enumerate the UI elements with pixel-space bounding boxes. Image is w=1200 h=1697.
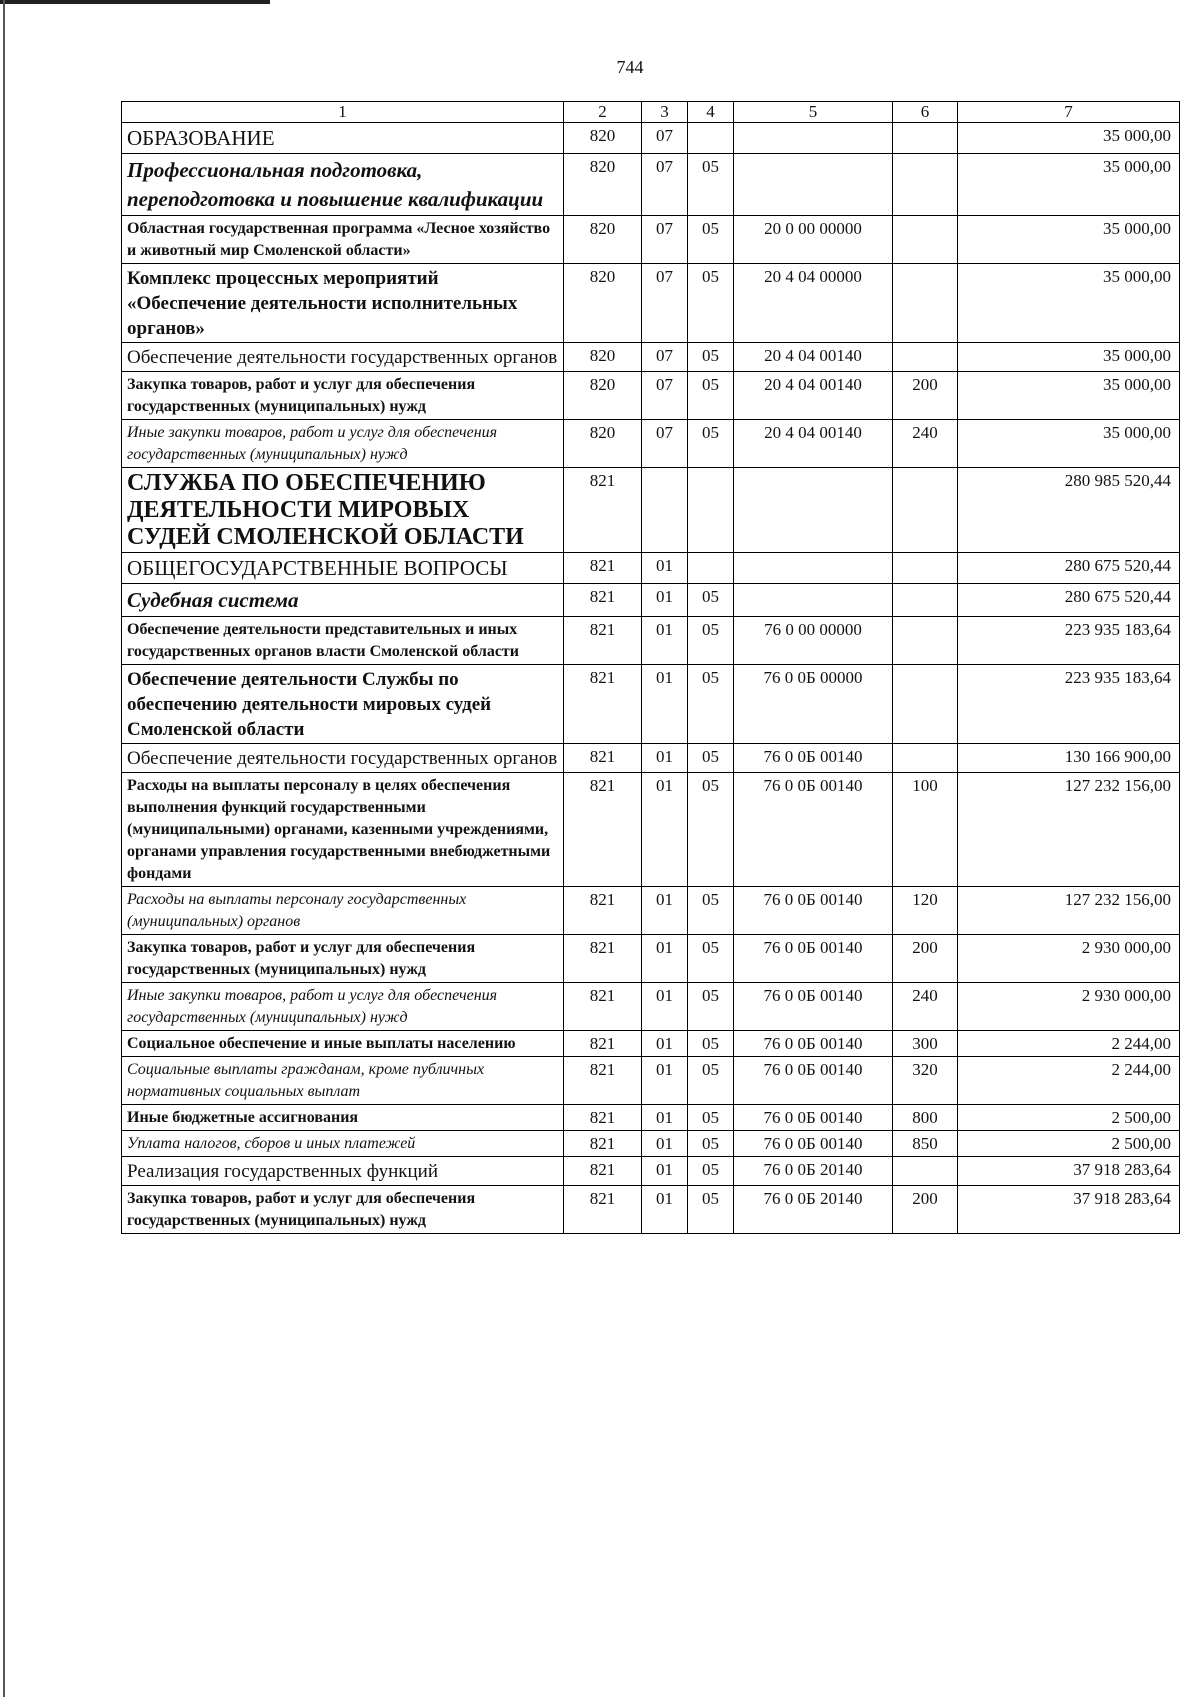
section-code-cell: 01 [642, 553, 688, 584]
ministry-code-cell: 821 [564, 1131, 642, 1157]
ministry-code-cell: 820 [564, 154, 642, 216]
amount-cell: 37 918 283,64 [958, 1157, 1180, 1186]
target-article-cell [734, 154, 893, 216]
column-header: 5 [734, 102, 893, 123]
section-code-cell: 07 [642, 420, 688, 468]
section-code-cell: 01 [642, 983, 688, 1031]
column-header: 1 [122, 102, 564, 123]
target-article-cell: 76 0 0Б 20140 [734, 1157, 893, 1186]
target-article-cell: 76 0 0Б 00140 [734, 1131, 893, 1157]
amount-cell: 127 232 156,00 [958, 887, 1180, 935]
column-header: 6 [893, 102, 958, 123]
expense-type-cell [893, 553, 958, 584]
section-code-cell: 01 [642, 744, 688, 773]
expense-type-cell [893, 264, 958, 343]
amount-cell: 35 000,00 [958, 216, 1180, 264]
item-name-cell: Иные закупки товаров, работ и услуг для обеспечения государственных (муниципальных) нужд [122, 983, 564, 1031]
amount-cell: 280 985 520,44 [958, 468, 1180, 553]
amount-cell: 2 500,00 [958, 1105, 1180, 1131]
item-name-cell: Закупка товаров, работ и услуг для обеспечения государственных (муниципальных) нужд [122, 935, 564, 983]
amount-cell: 2 244,00 [958, 1057, 1180, 1105]
table-row [122, 617, 1180, 665]
target-article-cell: 20 4 04 00000 [734, 264, 893, 343]
section-code-cell: 07 [642, 123, 688, 154]
target-article-cell: 76 0 0Б 00000 [734, 665, 893, 744]
item-name-cell: Иные закупки товаров, работ и услуг для обеспечения государственных (муниципальных) нужд [122, 420, 564, 468]
section-code-cell: 07 [642, 264, 688, 343]
expense-type-cell [893, 123, 958, 154]
expense-type-cell: 120 [893, 887, 958, 935]
expense-type-cell [893, 343, 958, 372]
amount-cell: 280 675 520,44 [958, 584, 1180, 617]
item-name-cell: Комплекс процессных мероприятий «Обеспечение деятельности исполнительных органов» [122, 264, 564, 343]
expense-type-cell: 320 [893, 1057, 958, 1105]
target-article-cell: 20 0 00 00000 [734, 216, 893, 264]
table-row [122, 744, 1180, 773]
section-code-cell: 01 [642, 584, 688, 617]
subsection-code-cell: 05 [688, 617, 734, 665]
ministry-code-cell: 821 [564, 887, 642, 935]
target-article-cell: 76 0 0Б 00140 [734, 1031, 893, 1057]
item-name-cell: Расходы на выплаты персоналу государственных (муниципальных) органов [122, 887, 564, 935]
subsection-code-cell: 05 [688, 1057, 734, 1105]
budget-table [121, 101, 1180, 1234]
item-name-cell: Расходы на выплаты персоналу в целях обеспечения выполнения функций государственными (муниципальными) органами, казенными учреждениями, органами управления государственными внебюджетными фондами [122, 773, 564, 887]
ministry-code-cell: 821 [564, 553, 642, 584]
table-row [122, 123, 1180, 154]
ministry-code-cell: 820 [564, 264, 642, 343]
target-article-cell [734, 553, 893, 584]
section-code-cell: 01 [642, 935, 688, 983]
section-code-cell: 01 [642, 665, 688, 744]
expense-type-cell: 200 [893, 372, 958, 420]
ministry-code-cell: 821 [564, 1105, 642, 1131]
subsection-code-cell: 05 [688, 372, 734, 420]
amount-cell: 127 232 156,00 [958, 773, 1180, 887]
table-row [122, 1031, 1180, 1057]
amount-cell: 130 166 900,00 [958, 744, 1180, 773]
table-row [122, 553, 1180, 584]
ministry-code-cell: 821 [564, 935, 642, 983]
subsection-code-cell [688, 123, 734, 154]
column-header: 3 [642, 102, 688, 123]
subsection-code-cell: 05 [688, 935, 734, 983]
expense-type-cell [893, 665, 958, 744]
ministry-code-cell: 821 [564, 773, 642, 887]
item-name-cell: Обеспечение деятельности представительных и иных государственных органов власти Смоленской области [122, 617, 564, 665]
amount-cell: 35 000,00 [958, 123, 1180, 154]
subsection-code-cell [688, 553, 734, 584]
ministry-code-cell: 821 [564, 665, 642, 744]
section-code-cell: 01 [642, 1131, 688, 1157]
subsection-code-cell: 05 [688, 983, 734, 1031]
subsection-code-cell: 05 [688, 744, 734, 773]
ministry-code-cell: 821 [564, 617, 642, 665]
subsection-code-cell: 05 [688, 420, 734, 468]
expense-type-cell: 850 [893, 1131, 958, 1157]
section-code-cell: 01 [642, 1186, 688, 1234]
amount-cell: 223 935 183,64 [958, 665, 1180, 744]
item-name-cell: Уплата налогов, сборов и иных платежей [122, 1131, 564, 1157]
table-row [122, 372, 1180, 420]
table-row [122, 1105, 1180, 1131]
target-article-cell: 20 4 04 00140 [734, 420, 893, 468]
column-header: 2 [564, 102, 642, 123]
ministry-code-cell: 820 [564, 343, 642, 372]
target-article-cell: 76 0 0Б 00140 [734, 744, 893, 773]
subsection-code-cell: 05 [688, 1131, 734, 1157]
target-article-cell: 20 4 04 00140 [734, 343, 893, 372]
table-row [122, 773, 1180, 887]
ministry-code-cell: 821 [564, 1186, 642, 1234]
expense-type-cell: 100 [893, 773, 958, 887]
expense-type-cell [893, 216, 958, 264]
expense-type-cell [893, 744, 958, 773]
table-row [122, 584, 1180, 617]
table-header-row [122, 102, 1180, 123]
item-name-cell: Областная государственная программа «Лесное хозяйство и животный мир Смоленской области» [122, 216, 564, 264]
table-row [122, 1157, 1180, 1186]
table-row [122, 665, 1180, 744]
item-name-cell: Иные бюджетные ассигнования [122, 1105, 564, 1131]
amount-cell: 35 000,00 [958, 372, 1180, 420]
section-code-cell: 07 [642, 154, 688, 216]
expense-type-cell: 200 [893, 935, 958, 983]
target-article-cell: 76 0 0Б 00140 [734, 1057, 893, 1105]
subsection-code-cell: 05 [688, 665, 734, 744]
item-name-cell: Закупка товаров, работ и услуг для обеспечения государственных (муниципальных) нужд [122, 1186, 564, 1234]
target-article-cell: 20 4 04 00140 [734, 372, 893, 420]
target-article-cell [734, 468, 893, 553]
section-code-cell: 07 [642, 343, 688, 372]
table-row [122, 154, 1180, 216]
amount-cell: 2 500,00 [958, 1131, 1180, 1157]
amount-cell: 2 930 000,00 [958, 983, 1180, 1031]
scan-left-edge [3, 0, 5, 1697]
subsection-code-cell: 05 [688, 1031, 734, 1057]
section-code-cell: 01 [642, 617, 688, 665]
subsection-code-cell: 05 [688, 887, 734, 935]
column-header: 7 [958, 102, 1180, 123]
table-row [122, 343, 1180, 372]
expense-type-cell: 200 [893, 1186, 958, 1234]
table-row [122, 420, 1180, 468]
section-code-cell: 07 [642, 372, 688, 420]
subsection-code-cell: 05 [688, 1186, 734, 1234]
item-name-cell: Социальное обеспечение и иные выплаты населению [122, 1031, 564, 1057]
target-article-cell: 76 0 0Б 00140 [734, 983, 893, 1031]
expense-type-cell [893, 617, 958, 665]
target-article-cell: 76 0 0Б 00140 [734, 773, 893, 887]
amount-cell: 35 000,00 [958, 343, 1180, 372]
ministry-code-cell: 821 [564, 744, 642, 773]
table-row [122, 935, 1180, 983]
item-name-cell: ОБЩЕГОСУДАРСТВЕННЫЕ ВОПРОСЫ [122, 553, 564, 584]
expense-type-cell: 800 [893, 1105, 958, 1131]
target-article-cell: 76 0 0Б 00140 [734, 935, 893, 983]
ministry-code-cell: 821 [564, 1157, 642, 1186]
section-code-cell: 01 [642, 887, 688, 935]
ministry-code-cell: 820 [564, 420, 642, 468]
table-row [122, 983, 1180, 1031]
section-code-cell: 01 [642, 1157, 688, 1186]
column-header: 4 [688, 102, 734, 123]
item-name-cell: СЛУЖБА ПО ОБЕСПЕЧЕНИЮ ДЕЯТЕЛЬНОСТИ МИРОВЫХ СУДЕЙ СМОЛЕНСКОЙ ОБЛАСТИ [122, 468, 564, 553]
amount-cell: 2 930 000,00 [958, 935, 1180, 983]
amount-cell: 37 918 283,64 [958, 1186, 1180, 1234]
ministry-code-cell: 821 [564, 468, 642, 553]
subsection-code-cell: 05 [688, 1157, 734, 1186]
subsection-code-cell: 05 [688, 1105, 734, 1131]
section-code-cell [642, 468, 688, 553]
amount-cell: 35 000,00 [958, 264, 1180, 343]
expense-type-cell [893, 468, 958, 553]
amount-cell: 223 935 183,64 [958, 617, 1180, 665]
ministry-code-cell: 820 [564, 372, 642, 420]
expense-type-cell [893, 584, 958, 617]
item-name-cell: Обеспечение деятельности государственных органов [122, 343, 564, 372]
table-row [122, 1057, 1180, 1105]
item-name-cell: Обеспечение деятельности государственных органов [122, 744, 564, 773]
section-code-cell: 01 [642, 1057, 688, 1105]
expense-type-cell: 240 [893, 420, 958, 468]
subsection-code-cell: 05 [688, 216, 734, 264]
item-name-cell: Профессиональная подготовка, переподготовка и повышение квалификации [122, 154, 564, 216]
ministry-code-cell: 821 [564, 983, 642, 1031]
item-name-cell: Судебная система [122, 584, 564, 617]
table-row [122, 216, 1180, 264]
page-number: 744 [616, 57, 644, 77]
subsection-code-cell: 05 [688, 343, 734, 372]
section-code-cell: 07 [642, 216, 688, 264]
scan-top-edge [0, 0, 270, 4]
target-article-cell [734, 584, 893, 617]
subsection-code-cell: 05 [688, 584, 734, 617]
table-row [122, 887, 1180, 935]
subsection-code-cell [688, 468, 734, 553]
target-article-cell: 76 0 0Б 20140 [734, 1186, 893, 1234]
item-name-cell: Реализация государственных функций [122, 1157, 564, 1186]
section-code-cell: 01 [642, 1031, 688, 1057]
table-row [122, 264, 1180, 343]
ministry-code-cell: 820 [564, 123, 642, 154]
ministry-code-cell: 821 [564, 584, 642, 617]
item-name-cell: Социальные выплаты гражданам, кроме публичных нормативных социальных выплат [122, 1057, 564, 1105]
section-code-cell: 01 [642, 773, 688, 887]
target-article-cell: 76 0 0Б 00140 [734, 887, 893, 935]
item-name-cell: Обеспечение деятельности Службы по обеспечению деятельности мировых судей Смоленской области [122, 665, 564, 744]
amount-cell: 2 244,00 [958, 1031, 1180, 1057]
table-row [122, 1131, 1180, 1157]
expense-type-cell: 240 [893, 983, 958, 1031]
expense-type-cell [893, 154, 958, 216]
subsection-code-cell: 05 [688, 264, 734, 343]
target-article-cell: 76 0 00 00000 [734, 617, 893, 665]
amount-cell: 35 000,00 [958, 154, 1180, 216]
expense-type-cell [893, 1157, 958, 1186]
table-row [122, 1186, 1180, 1234]
table-row [122, 468, 1180, 553]
ministry-code-cell: 821 [564, 1057, 642, 1105]
subsection-code-cell: 05 [688, 773, 734, 887]
target-article-cell: 76 0 0Б 00140 [734, 1105, 893, 1131]
expense-type-cell: 300 [893, 1031, 958, 1057]
section-code-cell: 01 [642, 1105, 688, 1131]
item-name-cell: ОБРАЗОВАНИЕ [122, 123, 564, 154]
ministry-code-cell: 821 [564, 1031, 642, 1057]
target-article-cell [734, 123, 893, 154]
ministry-code-cell: 820 [564, 216, 642, 264]
amount-cell: 35 000,00 [958, 420, 1180, 468]
subsection-code-cell: 05 [688, 154, 734, 216]
item-name-cell: Закупка товаров, работ и услуг для обеспечения государственных (муниципальных) нужд [122, 372, 564, 420]
amount-cell: 280 675 520,44 [958, 553, 1180, 584]
